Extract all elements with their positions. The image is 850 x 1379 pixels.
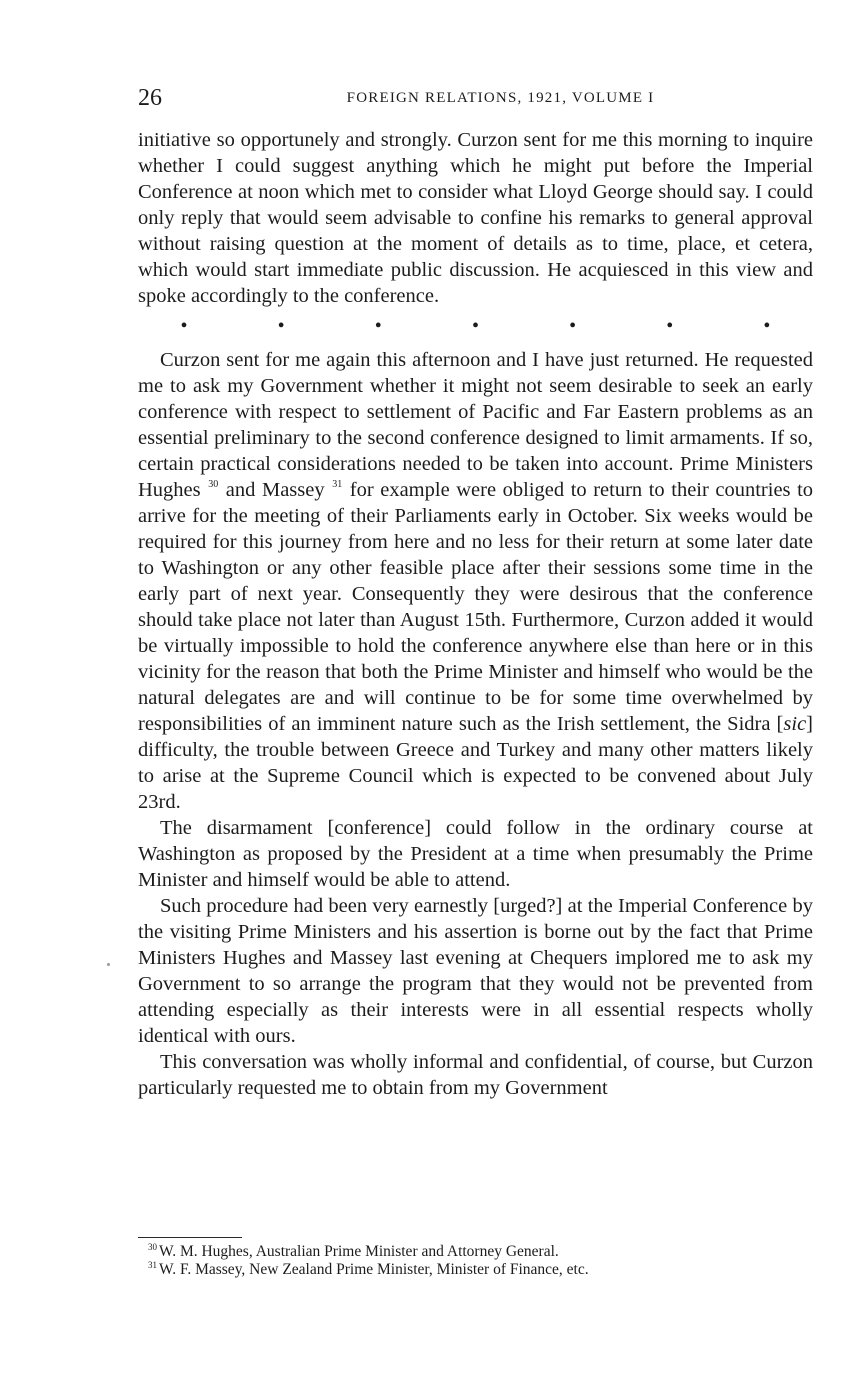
paragraph-2-text: and Massey [225, 479, 325, 501]
page-header [138, 84, 813, 114]
paragraph-3: The disarmament [conference] could follow in the ordinary course at Washington as proposed by the President at a time when presumably the Prime Minister and himself would be able to attend. [138, 817, 813, 891]
paragraph-4: Such procedure had been very earnestly [urged?] at the Imperial Conference by the visiting Prime Ministers and his assertion is borne out by the fact that Prime Ministers Hughes and Massey last evening at Chequers implored me to ask my Government to so arrange the program that they would not be prevented from attending especially as their interests were in all essential respects wholly identical with ours. [138, 895, 813, 1047]
ellipsis-dot: • [666, 315, 674, 337]
footnote-marker: 31 [148, 1260, 157, 1270]
ellipsis-separator [138, 315, 813, 337]
ellipsis-dot: • [277, 315, 285, 337]
footnote-ref-30[interactable]: 30 [208, 479, 219, 490]
sic-annotation: sic [783, 713, 807, 735]
paragraph-1: initiative so opportunely and strongly. Curzon sent for me this morning to inquire whether I could suggest anything which he might put before the Imperial Conference at noon which met to consider what Lloyd George should say. I could only reply that would seem advisable to confine his remarks to general approval without raising question at the moment of details as to time, place, et cetera, which would start immediate public discussion. He acquiesced in this view and spoke accordingly to the conference. [138, 129, 813, 307]
document-body [138, 127, 813, 1101]
paragraph-2-text: for example were obliged to return to their countries to arrive for the meeting of their Parliaments early in October. Six weeks would be required for this journey from here and no less for their return at some later date to Washington or any other feasible place after their sessions some time in the early part of next year. Consequently they were desirous that the conference should take place not later than August 15th. Furthermore, Curzon added it would be virtually impossible to hold the conference anywhere else than here or in this vicinity for the reason that both the Prime Minister and himself who would be the natural delegates are and will continue to be for some time overwhelmed by responsibilities of an imminent nature such as the Irish settlement, the Sidra [ [138, 479, 814, 735]
ellipsis-dot: • [569, 315, 577, 337]
footnote-ref-31[interactable]: 31 [332, 479, 343, 490]
footnote-30 [148, 1243, 813, 1261]
footnote-divider [138, 1237, 242, 1238]
paragraph-5: This conversation was wholly informal and confidential, of course, but Curzon particularly requested me to obtain from my Government [138, 1051, 813, 1099]
footnote-31 [148, 1261, 813, 1279]
ellipsis-dot: • [374, 315, 382, 337]
ellipsis-dot: • [471, 315, 479, 337]
footnote-text: W. F. Massey, New Zealand Prime Minister, Minister of Finance, etc. [159, 1261, 589, 1278]
ellipsis-dot: • [180, 315, 188, 337]
footnotes [148, 1243, 813, 1279]
footnote-text: W. M. Hughes, Australian Prime Minister and Attorney General. [159, 1243, 559, 1260]
footnote-marker: 30 [148, 1242, 157, 1252]
paragraph-2-text: ] difficulty, the trouble between Greece and Turkey and many other matters likely to arise at the Supreme Council which is expected to be convened about July 23rd. [138, 713, 813, 813]
running-head: FOREIGN RELATIONS, 1921, VOLUME I [346, 90, 655, 106]
ellipsis-dot: • [763, 315, 771, 337]
scan-speck [107, 963, 110, 966]
paragraph-2 [138, 347, 813, 815]
paragraph-2-text: Curzon sent for me again this afternoon and I have just returned. He requested me to ask my Government whether it might not seem desirable to seek an early conference with respect to settlement of Pacific and Far Eastern problems as an essential preliminary to the second conference designed to limit armaments. If so, certain practical considerations needed to be taken into account. Prime Ministers Hughes [138, 349, 813, 501]
page-number: 26 [138, 85, 162, 111]
